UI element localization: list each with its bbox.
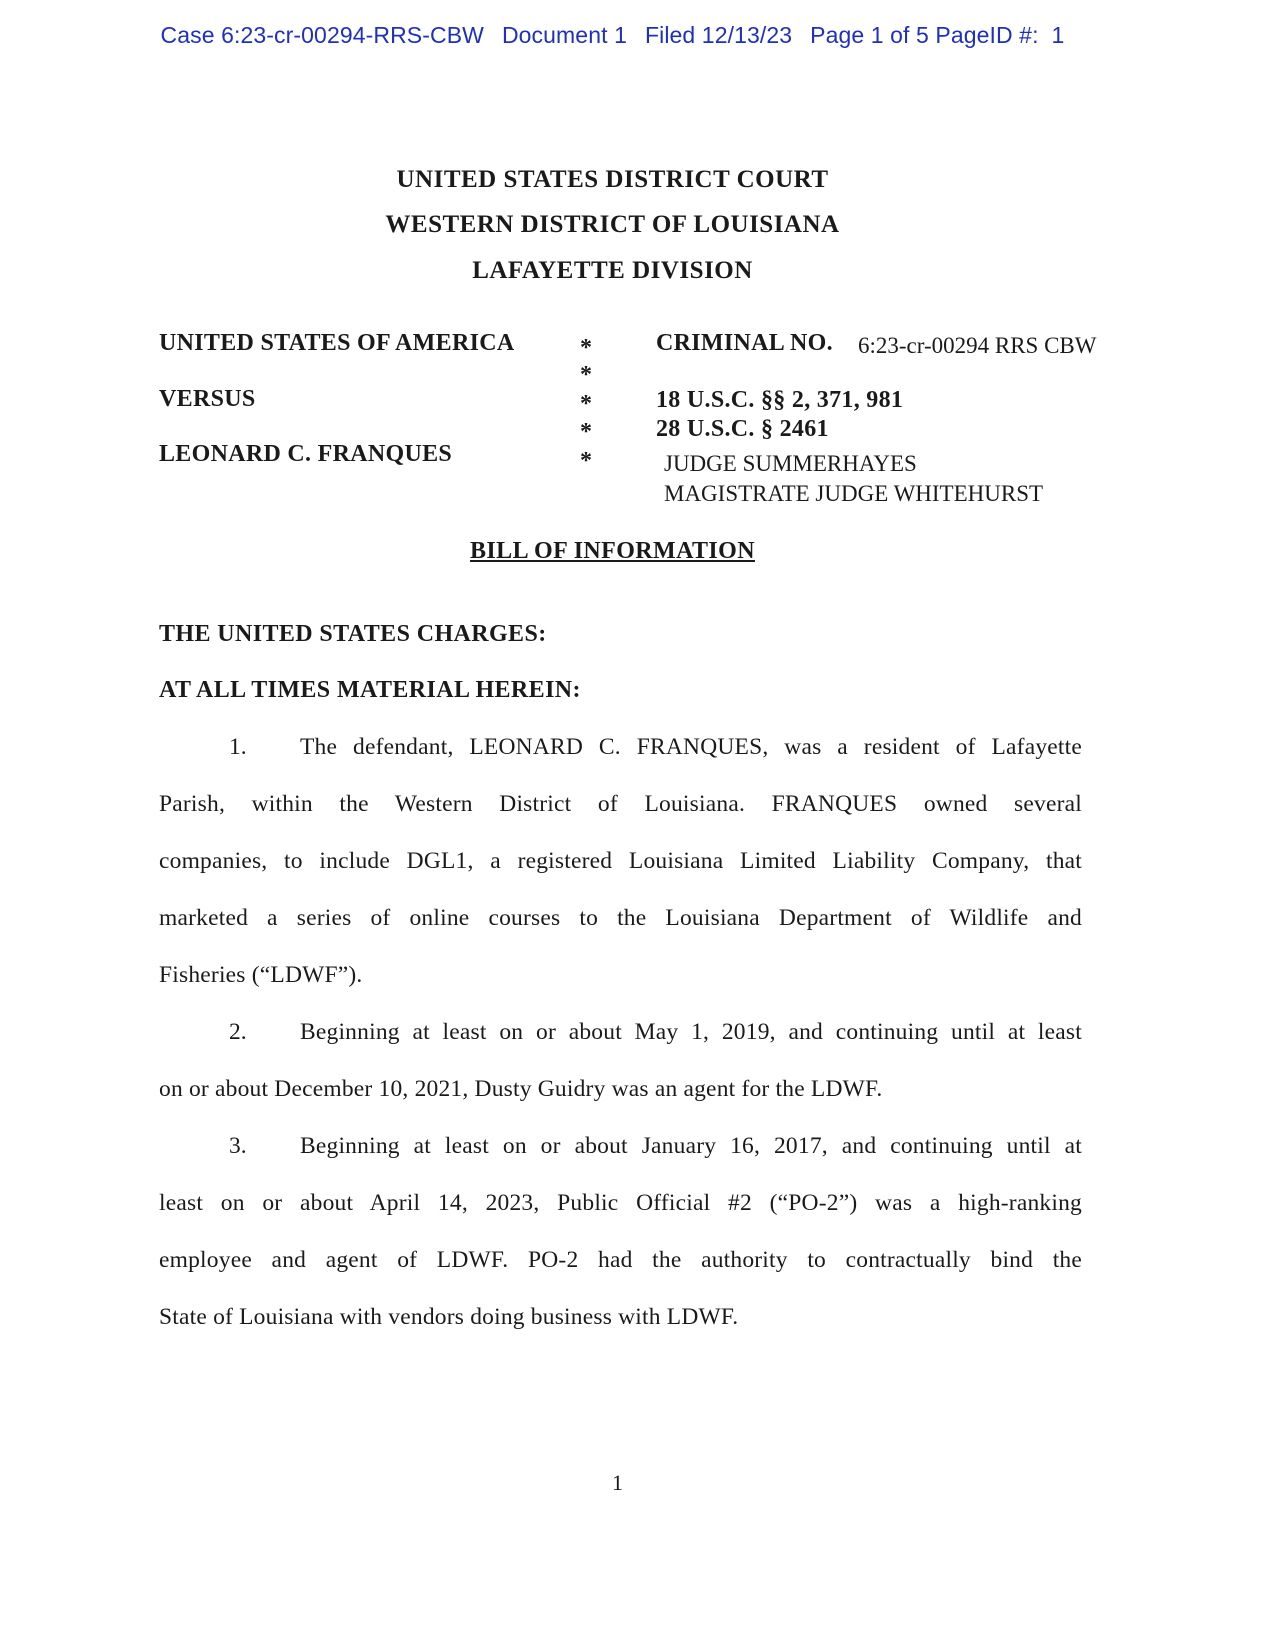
document-number: Document 1 [501, 22, 627, 48]
paragraph-line: State of Louisiana with vendors doing business with LDWF. [159, 1304, 739, 1330]
paragraph-line: Beginning at least on or about May 1, 2019, and continuing until at least [300, 1019, 1082, 1045]
caption-divider-star: * [580, 362, 592, 388]
document-title: BILL OF INFORMATION [470, 538, 755, 564]
district-judge: JUDGE SUMMERHAYES [664, 451, 917, 476]
paragraph-number: 3. [229, 1133, 247, 1159]
paragraph-line: marketed a series of online courses to the Louisiana Department of Wildlife and [159, 905, 1082, 931]
caption-divider-star: * [580, 335, 592, 361]
caption-divider-star: * [580, 391, 592, 417]
page-number: 1 [612, 1470, 623, 1495]
paragraph-line: Fisheries (“LDWF”). [159, 962, 363, 988]
charges-heading: THE UNITED STATES CHARGES: [159, 621, 547, 647]
paragraph-line: on or about December 10, 2021, Dusty Guidry was an agent for the LDWF. [159, 1076, 883, 1102]
criminal-number-label: CRIMINAL NO. [656, 330, 833, 356]
paragraph-line: least on or about April 14, 2023, Public Official #2 (“PO-2”) was a high-ranking [159, 1190, 1082, 1216]
paragraph-number: 2. [229, 1019, 247, 1045]
filed-date: Filed 12/13/23 [644, 22, 793, 48]
times-heading: AT ALL TIMES MATERIAL HEREIN: [159, 677, 581, 703]
paragraph-number: 1. [229, 734, 247, 760]
defendant-name: LEONARD C. FRANQUES [159, 441, 453, 467]
statute-citation: 18 U.S.C. §§ 2, 371, 981 [656, 387, 904, 413]
criminal-number-value: 6:23-cr-00294 RRS CBW [858, 333, 1097, 358]
statute-citation: 28 U.S.C. § 2461 [656, 416, 829, 442]
court-district: WESTERN DISTRICT OF LOUISIANA [385, 211, 840, 238]
paragraph-line: employee and agent of LDWF. PO-2 had the authority to contractually bind the [159, 1247, 1082, 1273]
paragraph-line: companies, to include DGL1, a registered Louisiana Limited Liability Company, that [159, 848, 1082, 874]
paragraph-line: The defendant, LEONARD C. FRANQUES, was a resident of Lafayette [300, 734, 1082, 760]
court-name: UNITED STATES DISTRICT COURT [396, 166, 829, 193]
ecf-filing-header [0, 22, 1225, 49]
versus-label: VERSUS [159, 386, 256, 412]
page-id: Page 1 of 5 PageID #: 1 [810, 22, 1065, 48]
paragraph-line: Beginning at least on or about January 16, 2017, and continuing until at [300, 1133, 1082, 1159]
court-division: LAFAYETTE DIVISION [472, 257, 753, 284]
magistrate-judge: MAGISTRATE JUDGE WHITEHURST [664, 481, 1044, 506]
caption-divider-star: * [580, 419, 592, 445]
plaintiff-name: UNITED STATES OF AMERICA [159, 330, 515, 356]
case-number: Case 6:23-cr-00294-RRS-CBW [160, 22, 484, 48]
paragraph-line: Parish, within the Western District of Louisiana. FRANQUES owned several [159, 791, 1082, 817]
caption-divider-star: * [580, 448, 592, 474]
